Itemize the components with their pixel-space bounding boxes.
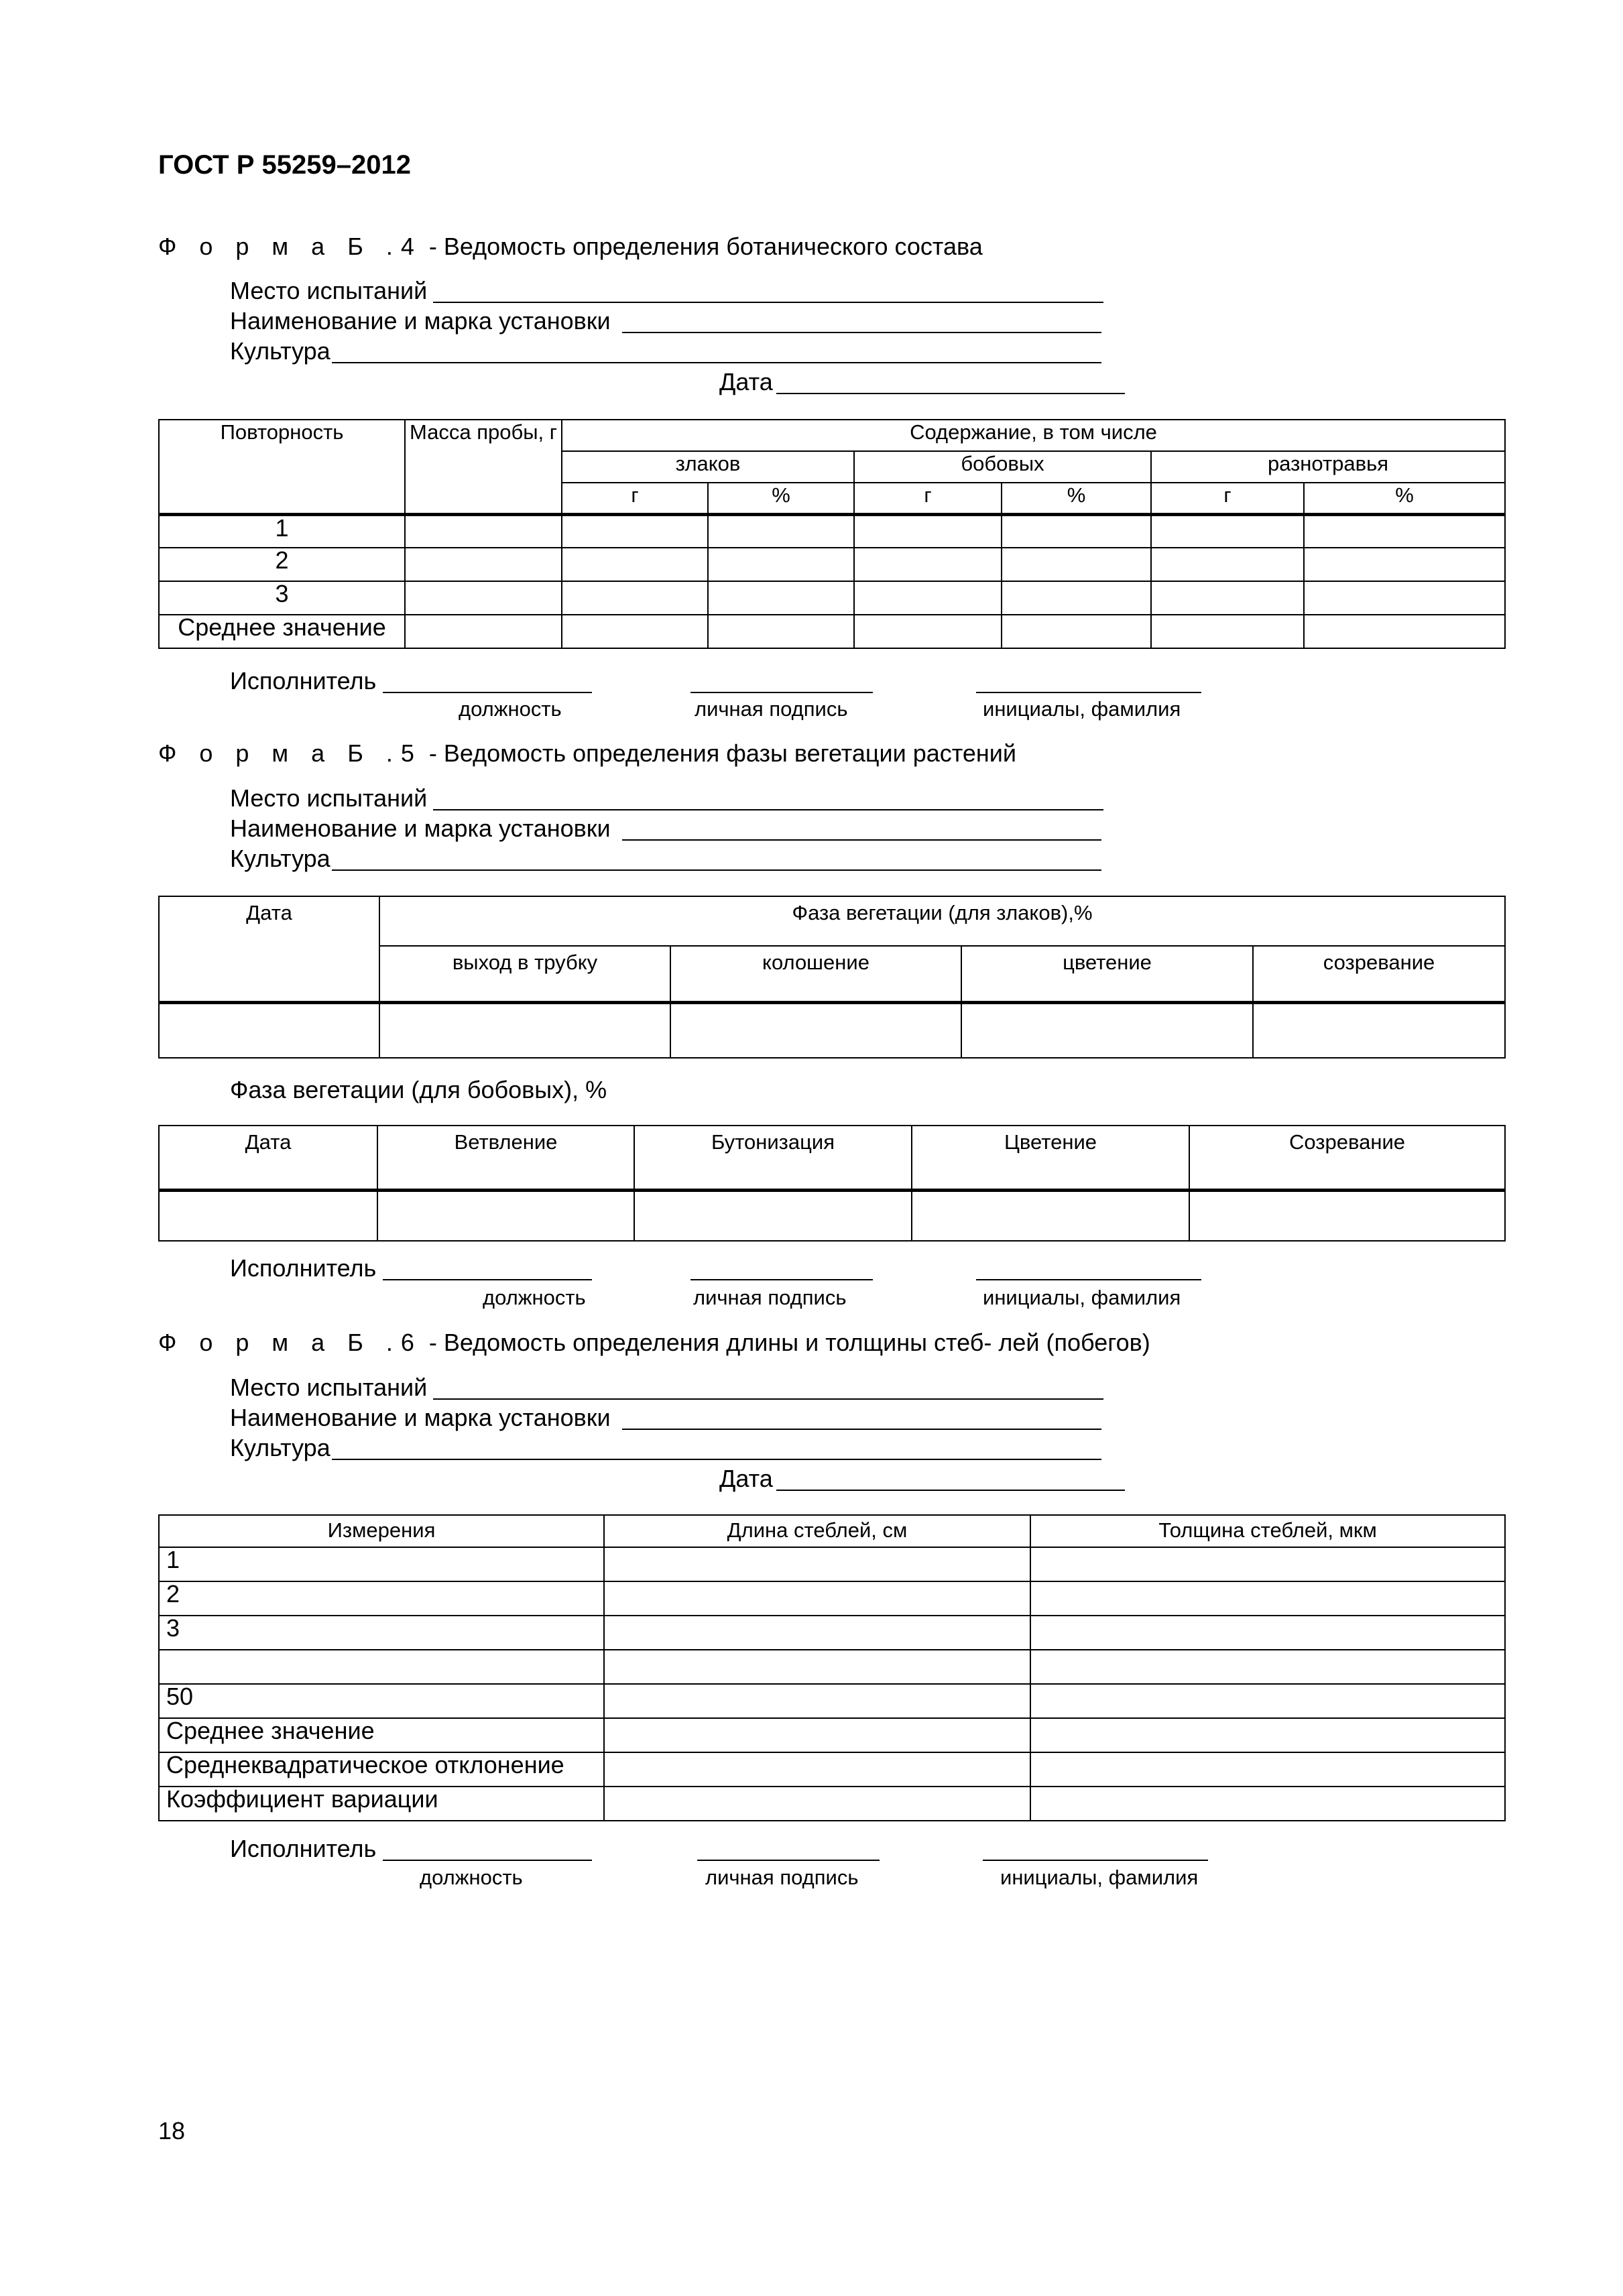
- col-content-header: Содержание, в том числе: [562, 420, 1505, 451]
- row-label: 1: [159, 514, 405, 548]
- form-b4-date-line[interactable]: [776, 393, 1125, 394]
- table-row: [159, 548, 1505, 581]
- form-b4-culture-line[interactable]: [332, 362, 1101, 363]
- row-label: 2: [159, 1581, 604, 1616]
- table-cell[interactable]: [1253, 1002, 1505, 1058]
- unit-g: г: [1151, 483, 1304, 514]
- form-b5-unit-line[interactable]: [622, 839, 1101, 841]
- table-cell[interactable]: [379, 1002, 670, 1058]
- phase-tube: выход в трубку: [379, 946, 670, 1002]
- form-b4-position-caption: должность: [459, 697, 562, 721]
- table-cell[interactable]: [1030, 1718, 1505, 1752]
- col-measurements-header: Измерения: [159, 1515, 604, 1547]
- table-cell[interactable]: [1002, 615, 1151, 648]
- form-b6-unit-label: Наименование и марка установки: [230, 1404, 611, 1431]
- table-cell[interactable]: [377, 1190, 634, 1241]
- document-header: ГОСТ Р 55259–2012: [158, 150, 411, 180]
- table-cell[interactable]: [405, 514, 562, 548]
- unit-percent: %: [708, 483, 854, 514]
- table-cell[interactable]: [604, 1547, 1030, 1581]
- table-cell[interactable]: [1030, 1650, 1505, 1684]
- table-cell[interactable]: [1304, 548, 1505, 581]
- form-b5-place-label: Место испытаний: [230, 784, 428, 812]
- table-cell[interactable]: [1030, 1787, 1505, 1821]
- table-cell[interactable]: [1151, 581, 1304, 615]
- row-label: 3: [159, 1616, 604, 1650]
- table-cell[interactable]: [1304, 615, 1505, 648]
- form-b6-signature-caption: личная подпись: [705, 1866, 859, 1889]
- table-cell[interactable]: [604, 1650, 1030, 1684]
- table-cell[interactable]: [604, 1787, 1030, 1821]
- form-b5-signature-caption: личная подпись: [693, 1286, 847, 1309]
- form-b5-culture-line[interactable]: [332, 869, 1101, 871]
- table-cell[interactable]: [1030, 1547, 1505, 1581]
- unit-g: г: [562, 483, 708, 514]
- form-b4-position-line[interactable]: [383, 692, 592, 693]
- table-cell[interactable]: [670, 1002, 961, 1058]
- form-b5-unit-label: Наименование и марка установки: [230, 814, 611, 842]
- group-legumes: бобовых: [854, 451, 1151, 483]
- table-cell[interactable]: [854, 514, 1002, 548]
- form-b4-signature-line[interactable]: [690, 692, 873, 693]
- table-cell[interactable]: [912, 1190, 1189, 1241]
- form-b4-signature-caption: личная подпись: [695, 697, 848, 721]
- table-row: [159, 1752, 1505, 1787]
- table-cell[interactable]: [1151, 615, 1304, 648]
- table-cell[interactable]: [634, 1190, 912, 1241]
- table-cell[interactable]: [562, 581, 708, 615]
- table-cell[interactable]: [405, 615, 562, 648]
- table-cell[interactable]: [405, 581, 562, 615]
- form-b6-performer-label: Исполнитель: [230, 1835, 377, 1862]
- table-cell[interactable]: [405, 548, 562, 581]
- row-label: Среднеквадратическое отклонение: [159, 1752, 604, 1787]
- table-cell[interactable]: [1030, 1616, 1505, 1650]
- form-b4-date-label: Дата: [719, 368, 773, 396]
- col-repeat-header: Повторность: [159, 420, 405, 514]
- table-row: [159, 615, 1505, 648]
- form-b4-performer-label: Исполнитель: [230, 667, 377, 694]
- row-label: 50: [159, 1684, 604, 1718]
- form-b6-date-label: Дата: [719, 1465, 773, 1492]
- col-thickness-header: Толщина стеблей, мкм: [1030, 1515, 1505, 1547]
- form-b4-unit-line[interactable]: [622, 332, 1101, 333]
- table-cell[interactable]: [1304, 581, 1505, 615]
- table-cell[interactable]: [961, 1002, 1253, 1058]
- form-b5-performer-label: Исполнитель: [230, 1254, 377, 1282]
- table-cell[interactable]: [159, 1002, 379, 1058]
- unit-percent: %: [1304, 483, 1505, 514]
- table-cell[interactable]: [604, 1581, 1030, 1616]
- group-cereals: злаков: [562, 451, 854, 483]
- group-forbs: разнотравья: [1151, 451, 1505, 483]
- form-b6-position-line[interactable]: [383, 1860, 592, 1861]
- table-cell[interactable]: [708, 615, 854, 648]
- row-label: Среднее значение: [159, 615, 405, 648]
- table-cell[interactable]: [708, 548, 854, 581]
- form-b6-name-line[interactable]: [983, 1860, 1208, 1861]
- table-row: [159, 581, 1505, 615]
- form-b4-name-line[interactable]: [976, 692, 1201, 693]
- form-b4-title: Ф о р м а Б .4 - Ведомость определения ботанического состава: [158, 233, 983, 260]
- form-b6-culture-label: Культура: [230, 1434, 330, 1461]
- table-cell[interactable]: [1002, 548, 1151, 581]
- table-row: [159, 1787, 1505, 1821]
- col-ripening-header: Созревание: [1189, 1126, 1505, 1190]
- form-b6-name-caption: инициалы, фамилия: [1000, 1866, 1199, 1889]
- col-branching-header: Ветвление: [377, 1126, 634, 1190]
- phase-flowering: цветение: [961, 946, 1253, 1002]
- form-b6-culture-line[interactable]: [332, 1459, 1101, 1460]
- form-b6-date-line[interactable]: [776, 1490, 1125, 1491]
- form-b4-unit-label: Наименование и марка установки: [230, 307, 611, 335]
- table-cell[interactable]: [1002, 581, 1151, 615]
- page-number: 18: [158, 2117, 186, 2144]
- table-cell[interactable]: [604, 1718, 1030, 1752]
- row-label: 1: [159, 1547, 604, 1581]
- form-b5-position-line[interactable]: [383, 1279, 592, 1280]
- form-b5-place-line[interactable]: [433, 809, 1103, 810]
- table-row: [159, 1190, 1505, 1241]
- table-cell[interactable]: [1030, 1684, 1505, 1718]
- table-row: [159, 1718, 1505, 1752]
- table-row: [159, 1616, 1505, 1650]
- table-cell[interactable]: [1030, 1581, 1505, 1616]
- form-b6-place-line[interactable]: [433, 1398, 1103, 1400]
- col-date-header: Дата: [159, 1126, 377, 1190]
- form-b4-place-label: Место испытаний: [230, 277, 428, 304]
- table-cell[interactable]: [604, 1616, 1030, 1650]
- row-label: [159, 1650, 604, 1684]
- form-b6-place-label: Место испытаний: [230, 1374, 428, 1401]
- unit-g: г: [854, 483, 1002, 514]
- form-b5-signature-line[interactable]: [690, 1279, 873, 1280]
- table-row: [159, 1547, 1505, 1581]
- row-label: 3: [159, 581, 405, 615]
- form-b5-name-line[interactable]: [976, 1279, 1201, 1280]
- phase-ripening: созревание: [1253, 946, 1505, 1002]
- table-cell[interactable]: [1030, 1752, 1505, 1787]
- col-mass-header: Масса пробы, г: [405, 420, 562, 514]
- row-label: Среднее значение: [159, 1718, 604, 1752]
- table-cell[interactable]: [1151, 514, 1304, 548]
- table-cell[interactable]: [562, 514, 708, 548]
- table-cell[interactable]: [562, 615, 708, 648]
- table-cell[interactable]: [708, 581, 854, 615]
- table-cell[interactable]: [604, 1684, 1030, 1718]
- table-cell[interactable]: [854, 548, 1002, 581]
- form-b5-position-caption: должность: [483, 1286, 586, 1309]
- form-b4-table: [158, 419, 1506, 649]
- table-row: [159, 1002, 1505, 1058]
- table-row: [159, 1684, 1505, 1718]
- form-b6-table: [158, 1514, 1506, 1821]
- table-cell[interactable]: [562, 548, 708, 581]
- form-b5-title: Ф о р м а Б .5 - Ведомость определения фазы вегетации растений: [158, 739, 1016, 767]
- legumes-caption: Фаза вегетации (для бобовых), %: [230, 1076, 607, 1103]
- table-cell[interactable]: [604, 1752, 1030, 1787]
- col-budding-header: Бутонизация: [634, 1126, 912, 1190]
- form-b4-culture-label: Культура: [230, 337, 330, 365]
- table-cell[interactable]: [159, 1190, 377, 1241]
- table-cell[interactable]: [708, 514, 854, 548]
- form-b4-place-line[interactable]: [433, 302, 1103, 303]
- form-b6-title: Ф о р м а Б .6 - Ведомость определения длины и толщины стеб- лей (побегов): [158, 1329, 1150, 1356]
- col-length-header: Длина стеблей, см: [604, 1515, 1030, 1547]
- table-cell[interactable]: [854, 581, 1002, 615]
- table-cell[interactable]: [1304, 514, 1505, 548]
- table-cell[interactable]: [1189, 1190, 1505, 1241]
- col-phase-header: Фаза вегетации (для злаков),%: [379, 896, 1505, 946]
- form-b6-unit-line[interactable]: [622, 1429, 1101, 1430]
- table-cell[interactable]: [1151, 548, 1304, 581]
- phase-heading: колошение: [670, 946, 961, 1002]
- table-row: [159, 1581, 1505, 1616]
- form-b6-position-caption: должность: [420, 1866, 523, 1889]
- unit-percent: %: [1002, 483, 1151, 514]
- form-b4-name-caption: инициалы, фамилия: [983, 697, 1181, 721]
- row-label: 2: [159, 548, 405, 581]
- row-label: Коэффициент вариации: [159, 1787, 604, 1821]
- table-row: [159, 1650, 1505, 1684]
- form-b5-name-caption: инициалы, фамилия: [983, 1286, 1181, 1309]
- table-cell[interactable]: [1002, 514, 1151, 548]
- form-b5-legumes-table: [158, 1125, 1506, 1242]
- col-date-header: Дата: [159, 896, 379, 1002]
- col-flowering-header: Цветение: [912, 1126, 1189, 1190]
- table-row: [159, 514, 1505, 548]
- form-b6-signature-line[interactable]: [697, 1860, 880, 1861]
- table-cell[interactable]: [854, 615, 1002, 648]
- form-b5-culture-label: Культура: [230, 845, 330, 872]
- form-b5-cereals-table: [158, 896, 1506, 1059]
